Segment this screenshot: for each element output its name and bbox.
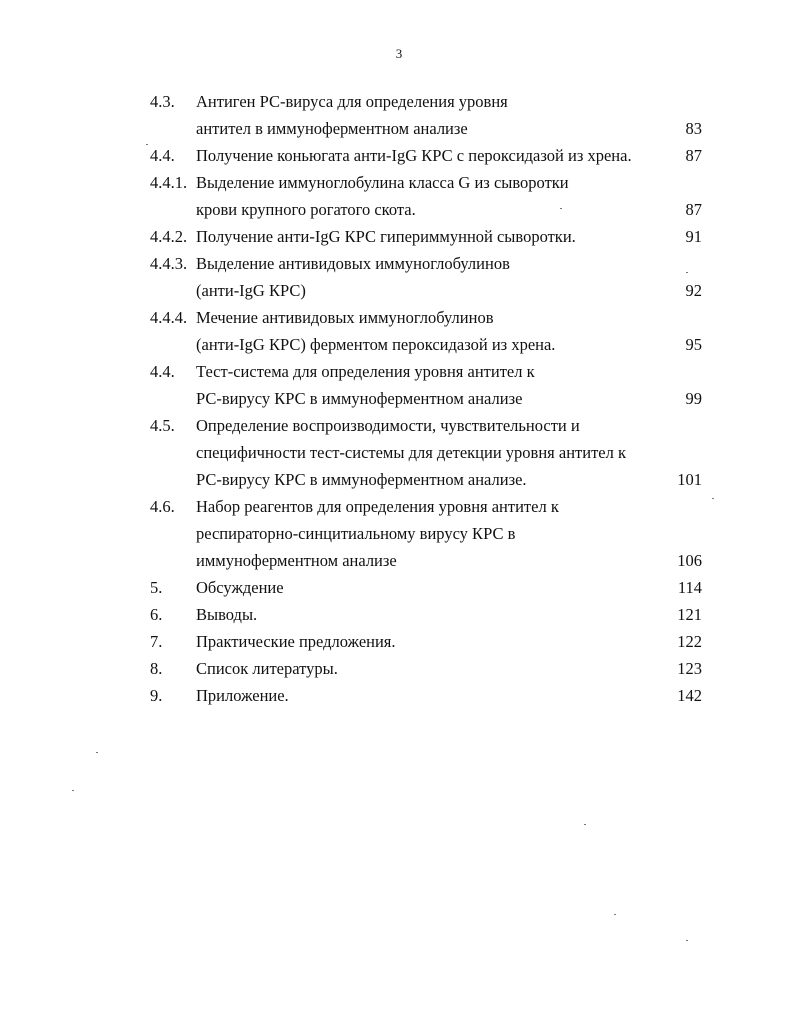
toc-line bbox=[0, 277, 798, 304]
toc-entry-number: 4.4.2. bbox=[150, 227, 188, 246]
toc-entry-title: специфичности тест-системы для детекции уровня антител к bbox=[196, 443, 626, 462]
toc-entry-page: 91 bbox=[685, 227, 702, 246]
toc-line bbox=[0, 169, 798, 196]
toc-entry-number: 4.4.3. bbox=[150, 254, 188, 273]
toc-entry-title: Тест-система для определения уровня антител к bbox=[196, 362, 535, 381]
toc-entry-page: 106 bbox=[677, 551, 702, 570]
toc-entry-page: 121 bbox=[677, 605, 702, 624]
toc-line bbox=[0, 466, 798, 493]
toc-line bbox=[0, 142, 798, 169]
toc-entry-title: антител в иммуноферментном анализе bbox=[196, 119, 468, 138]
toc-entry-title: Выделение антивидовых иммуноглобулинов bbox=[196, 254, 510, 273]
toc-entry-page: 92 bbox=[685, 281, 702, 300]
page-number: 3 bbox=[395, 46, 403, 61]
toc-line bbox=[0, 574, 798, 601]
toc-entry-title: Список литературы. bbox=[196, 659, 338, 678]
toc-entry-title: Приложение. bbox=[196, 686, 289, 705]
toc-entry-title: иммуноферментном анализе bbox=[196, 551, 397, 570]
toc-entry-title: респираторно-синцитиальному вирусу КРС в bbox=[196, 524, 516, 543]
toc-entry-number: 8. bbox=[150, 659, 163, 678]
scan-speck bbox=[72, 790, 74, 791]
toc-line bbox=[0, 412, 798, 439]
toc-entry-title: Получение коньюгата анти-IgG КРС с пероксидазой из хрена. bbox=[196, 146, 632, 165]
toc-entry-page: 83 bbox=[685, 119, 702, 138]
toc-entry-title: Мечение антивидовых иммуноглобулинов bbox=[196, 308, 494, 327]
toc-entry-number: 4.4.4. bbox=[150, 308, 188, 327]
toc-entry-title: РС-вирусу КРС в иммуноферментном анализе bbox=[196, 389, 523, 408]
toc-entry-number: 4.4. bbox=[150, 362, 175, 381]
toc-entry-page: 123 bbox=[677, 659, 702, 678]
toc-line bbox=[0, 358, 798, 385]
toc-line bbox=[0, 628, 798, 655]
toc-line bbox=[0, 250, 798, 277]
toc-entry-number: 4.6. bbox=[150, 497, 175, 516]
scan-speck bbox=[712, 498, 714, 499]
toc-line bbox=[0, 115, 798, 142]
toc-entry-page: 122 bbox=[677, 632, 702, 651]
toc-entry-number: 4.4.1. bbox=[150, 173, 188, 192]
toc-line bbox=[0, 439, 798, 466]
toc-line bbox=[0, 493, 798, 520]
toc-entry-number: 5. bbox=[150, 578, 163, 597]
toc-entry-page: 114 bbox=[677, 578, 702, 597]
toc-entry-page: 95 bbox=[685, 335, 702, 354]
toc-entry-page: 87 bbox=[685, 200, 702, 219]
toc-line bbox=[0, 88, 798, 115]
toc-entry-title: крови крупного рогатого скота. bbox=[196, 200, 416, 219]
toc-entry-number: 6. bbox=[150, 605, 163, 624]
scan-speck bbox=[560, 208, 562, 209]
toc-line bbox=[0, 520, 798, 547]
scan-speck bbox=[96, 752, 98, 753]
toc-entry-title: (анти-IgG КРС) bbox=[196, 281, 306, 300]
toc-entry-title: Выделение иммуноглобулина класса G из сыворотки bbox=[196, 173, 569, 192]
toc-entry-page: 99 bbox=[685, 389, 702, 408]
toc-entry-title: Определение воспроизводимости, чувствительности и bbox=[196, 416, 580, 435]
toc-entry-title: Получение анти-IgG КРС гипериммунной сыворотки. bbox=[196, 227, 576, 246]
toc-entry-title: (анти-IgG КРС) ферментом пероксидазой из хрена. bbox=[196, 335, 556, 354]
toc-entry-title: Набор реагентов для определения уровня антител к bbox=[196, 497, 559, 516]
toc-line bbox=[0, 223, 798, 250]
toc-entry-number: 4.3. bbox=[150, 92, 175, 111]
toc-entry-page: 142 bbox=[677, 686, 702, 705]
toc-entry-number: 7. bbox=[150, 632, 163, 651]
toc-line bbox=[0, 601, 798, 628]
toc-line bbox=[0, 547, 798, 574]
scan-speck bbox=[614, 914, 616, 915]
scan-speck bbox=[146, 144, 148, 145]
toc-line bbox=[0, 196, 798, 223]
toc-line bbox=[0, 331, 798, 358]
scan-speck bbox=[686, 940, 688, 941]
toc-entry-number: 4.5. bbox=[150, 416, 175, 435]
toc-entry-title: Практические предложения. bbox=[196, 632, 396, 651]
toc-entry-number: 4.4. bbox=[150, 146, 175, 165]
toc-entry-title: РС-вирусу КРС в иммуноферментном анализе. bbox=[196, 470, 527, 489]
toc-line bbox=[0, 304, 798, 331]
toc-entry-page: 87 bbox=[685, 146, 702, 165]
toc-entry-page: 101 bbox=[677, 470, 702, 489]
toc-line bbox=[0, 655, 798, 682]
toc-line bbox=[0, 385, 798, 412]
scan-speck bbox=[584, 824, 586, 825]
scan-speck bbox=[686, 272, 688, 273]
toc-line bbox=[0, 682, 798, 709]
toc-entry-title: Антиген РС-вируса для определения уровня bbox=[196, 92, 508, 111]
toc-entry-title: Обсуждение bbox=[196, 578, 284, 597]
toc-entry-number: 9. bbox=[150, 686, 163, 705]
toc-entry-title: Выводы. bbox=[196, 605, 258, 624]
